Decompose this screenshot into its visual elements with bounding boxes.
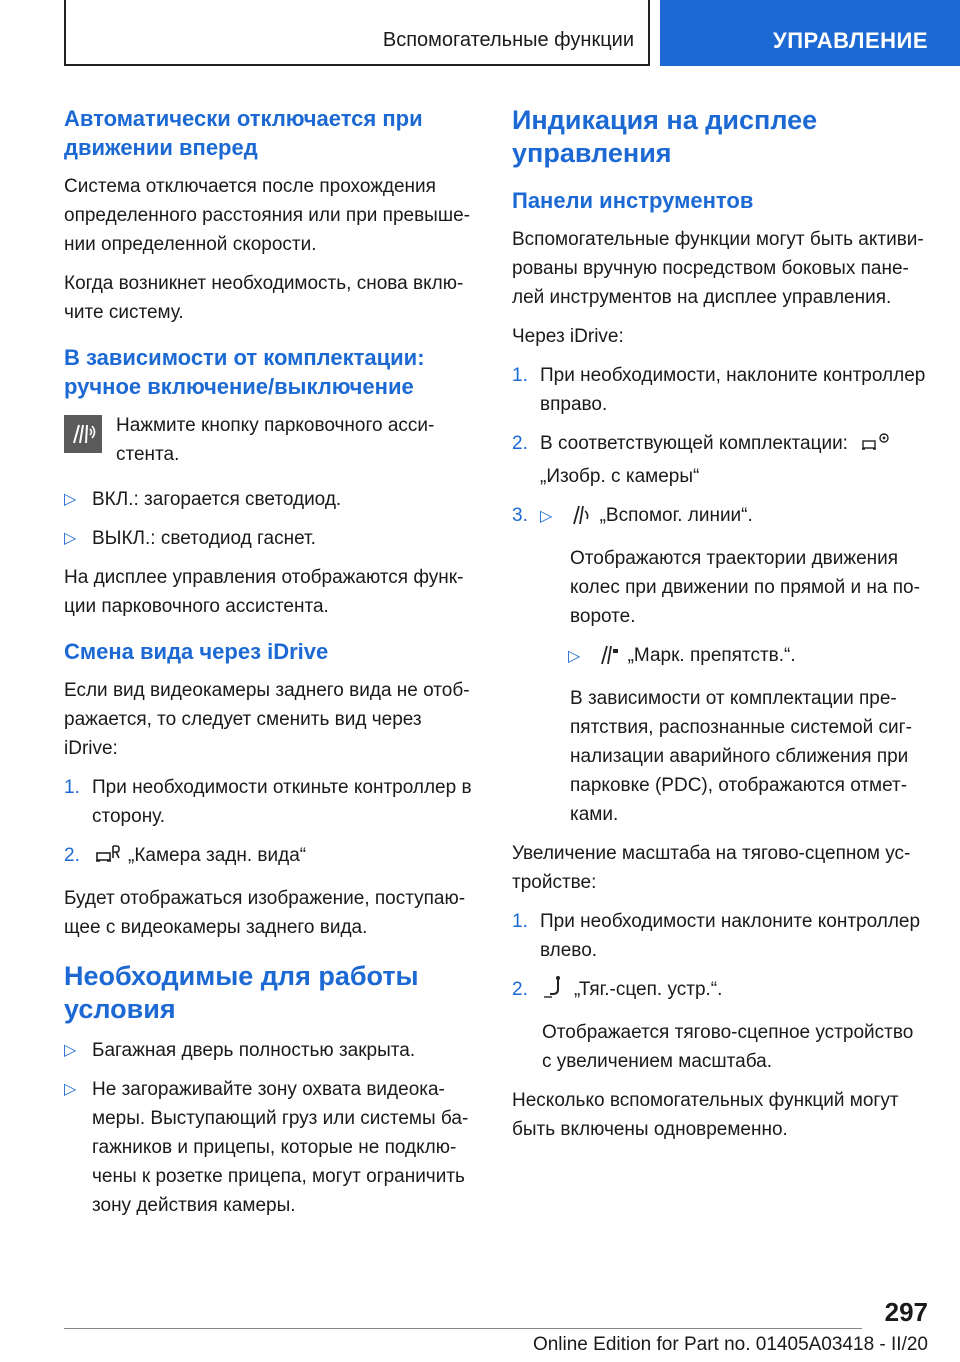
page-number: 297 <box>884 1297 928 1327</box>
heading-indication: Индикация на дисплее управления <box>512 105 818 168</box>
camera-settings-icon <box>861 431 891 462</box>
step-text: „Марк. препятств.“. <box>627 645 796 666</box>
header-chapter-title: УПРАВЛЕНИЕ <box>773 28 928 53</box>
step-text: При необходимости, наклоните контроллер вправо. <box>540 365 926 415</box>
right-column <box>512 104 928 1154</box>
list-item <box>512 907 928 965</box>
condition-text: Багажная дверь полностью закрыта. <box>92 1040 416 1061</box>
step-description: Отображается тягово-сцепное устройство с увеличением масштаба. <box>542 1022 914 1072</box>
paragraph-zoom: Увеличение масштаба на тягово-сцепном ус-тройстве: <box>512 843 911 893</box>
paragraph-auto-off: Система отключается после прохождения определенного расстояния или при превыше-нии определенной скорости. <box>64 176 470 255</box>
bullet-triangle-icon: ▷ <box>64 1042 77 1059</box>
step-number: 1. <box>512 911 528 932</box>
condition-text: Не загораживайте зону охвата видеока-меры. Выступающий груз или системы ба-гажников и прицепы, которые не подклю-чены к розетке прицепа, могут ограничить зону действия камеры. <box>92 1079 469 1216</box>
header-section-box <box>64 0 650 66</box>
list-item <box>64 485 480 514</box>
left-column <box>64 104 480 1230</box>
step-text: „Камера задн. вида“ <box>128 845 307 866</box>
paragraph-when-needed: Когда возникнет необходимость, снова вклю-чите систему. <box>64 273 464 323</box>
paragraph-will-show: Будет отображаться изображение, поступаю-щее с видеокамеры заднего вида. <box>64 888 466 938</box>
footer-edition: Online Edition for Part no. 01405A03418 - II/20 <box>532 1334 928 1355</box>
paragraph-several: Несколько вспомогательных функций могут быть включены одновременно. <box>512 1090 899 1140</box>
heading-panels: Панели инструментов <box>512 188 754 213</box>
paragraph-panels: Вспомогательные функции могут быть активи-рованы вручную посредством боковых пане-лей инструментов на дисплее управления. <box>512 229 924 308</box>
step-text: „Вспомог. линии“. <box>599 505 753 526</box>
list-item <box>512 429 928 491</box>
step-number: 2. <box>512 433 528 454</box>
list-item <box>512 361 928 419</box>
bullet-triangle-icon: ▷ <box>568 648 581 665</box>
list-item <box>64 841 480 874</box>
bullet-on-text: ВКЛ.: загорается светодиод. <box>92 489 342 510</box>
list-item <box>64 1075 480 1220</box>
rear-camera-icon <box>94 843 120 874</box>
heading-conditions: Необходимые для работы условия <box>64 961 419 1024</box>
park-assist-button-note <box>64 411 480 469</box>
header-section-title: Вспомогательные функции <box>382 29 634 51</box>
step-number: 3. <box>512 505 528 526</box>
park-assist-button-icon <box>64 415 102 453</box>
bullet-triangle-icon: ▷ <box>64 491 77 508</box>
heading-auto-off: Автоматически отключается при движении вперед <box>64 106 423 160</box>
tow-hitch-icon <box>542 975 566 1008</box>
step-description: В зависимости от комплектации пре-пятствия, распознанные системой сиг-нализации аварийного сближения при парковке (PDC), отображаются отмет-ками. <box>570 688 912 825</box>
step-text: „Изобр. с камеры“ <box>540 466 700 487</box>
footer-divider <box>64 1328 862 1329</box>
list-item <box>512 975 928 1008</box>
step-text: „Тяг.-сцеп. устр.“. <box>574 979 723 1000</box>
heading-manual-toggle: В зависимости от комплектации: ручное включение/выключение <box>64 345 425 399</box>
list-item <box>64 524 480 553</box>
paragraph-change-view: Если вид видеокамеры заднего вида не отоб-ражается, то следует сменить вид через iDrive: <box>64 680 470 759</box>
step-number: 1. <box>512 365 528 386</box>
step-number: 1. <box>64 777 80 798</box>
bullet-off-text: ВЫКЛ.: светодиод гаснет. <box>92 528 316 549</box>
list-item <box>64 773 480 831</box>
list-item <box>512 641 928 674</box>
header-chapter-tab <box>660 0 960 66</box>
paragraph-via-idrive: Через iDrive: <box>512 326 624 347</box>
step-number: 2. <box>512 979 528 1000</box>
bullet-triangle-icon: ▷ <box>64 530 77 547</box>
step-description: Отображаются траектории движения колес при движении по прямой и на по-вороте. <box>570 548 920 627</box>
list-item <box>64 1036 480 1065</box>
list-item <box>512 501 928 534</box>
step-number: 2. <box>64 845 80 866</box>
obstacle-marking-icon <box>598 643 620 674</box>
heading-change-view: Смена вида через iDrive <box>64 639 329 664</box>
park-assist-button-text: Нажмите кнопку парковочного асси-стента. <box>116 415 435 465</box>
bullet-triangle-icon: ▷ <box>64 1081 77 1098</box>
bullet-triangle-icon: ▷ <box>540 508 553 525</box>
step-text: В соответствующей комплектации: <box>540 433 848 454</box>
guide-lines-icon <box>570 503 592 534</box>
step-text: При необходимости наклоните контроллер влево. <box>540 911 921 961</box>
paragraph-display-funcs: На дисплее управления отображаются функ-ции парковочного ассистента. <box>64 567 464 617</box>
step-text: При необходимости откиньте контроллер в сторону. <box>92 777 472 827</box>
